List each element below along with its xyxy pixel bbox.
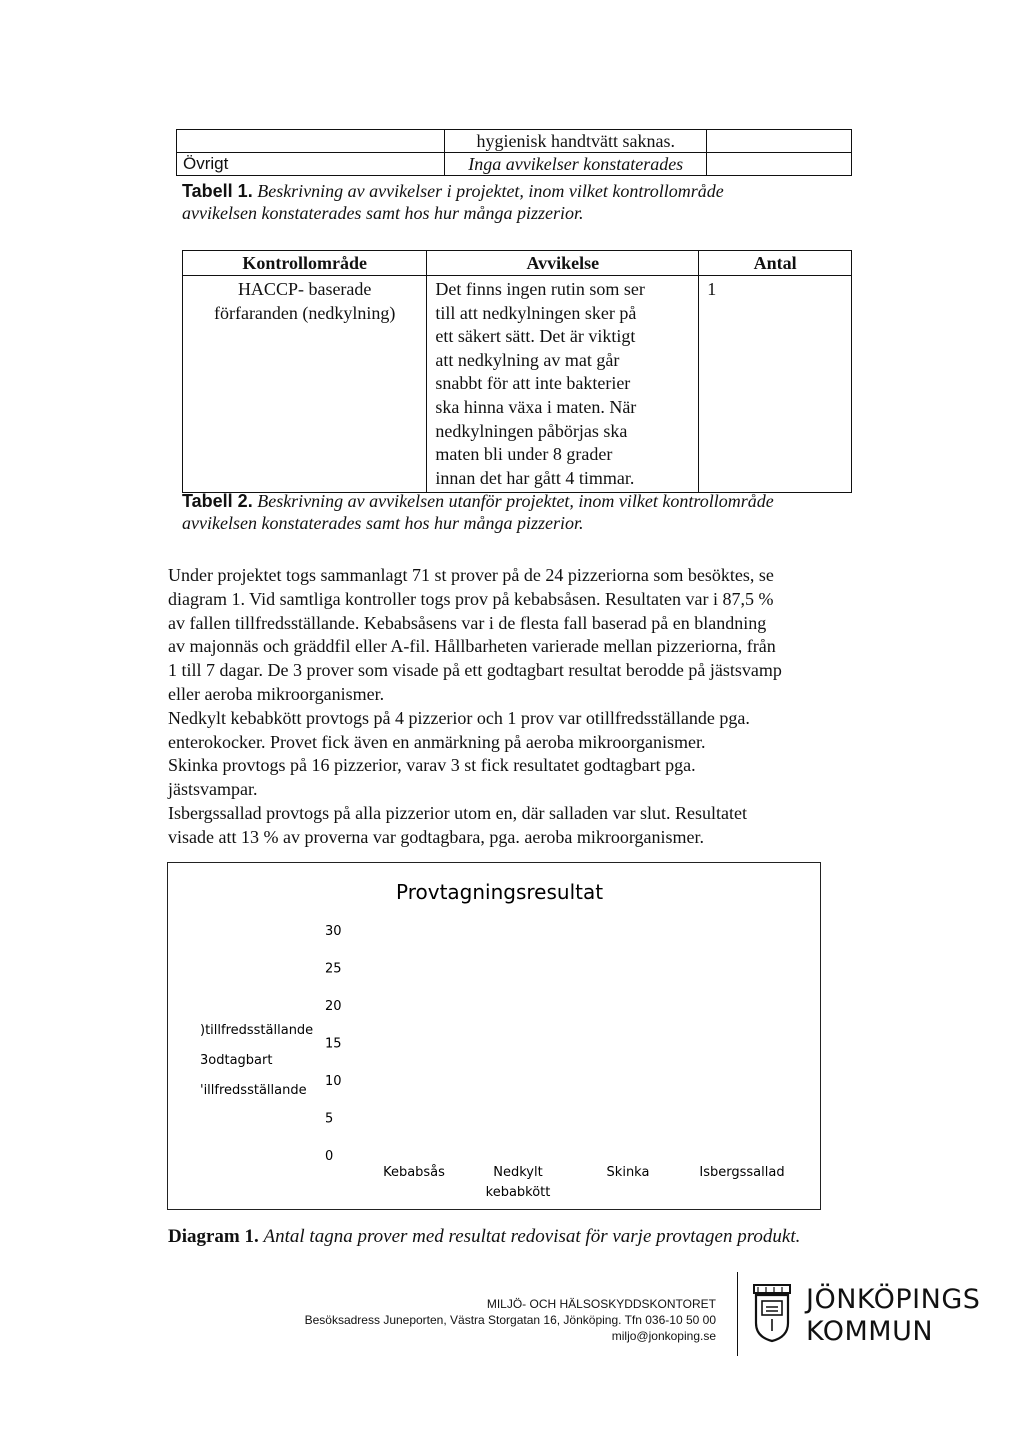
body-line: jästsvampar.	[168, 779, 258, 800]
diagram-caption-text: Antal tagna prover med resultat redovisat för varje provtagen produkt.	[263, 1226, 801, 1247]
body-line: enterokocker. Provet fick även en anmärkning på aeroba mikroorganismer.	[168, 731, 706, 752]
caption-text: Beskrivning av avvikelser i projektet, inom vilket kontrollområde	[257, 181, 724, 201]
logo-line: JÖNKÖPINGS	[806, 1284, 981, 1315]
results-chart	[167, 862, 821, 1210]
chart-canvas	[168, 863, 820, 1209]
deviation-line: maten bli under 8 grader	[435, 444, 613, 465]
body-text	[168, 564, 888, 850]
y-tick-label: 5	[325, 1111, 334, 1127]
table-2-caption	[182, 490, 882, 534]
body-line: Skinka provtogs på 16 pizzerior, varav 3 st fick resultatet godtagbart pga.	[168, 755, 696, 776]
logo-line: KOMMUN	[806, 1316, 934, 1347]
table-row	[183, 276, 852, 493]
table-1	[176, 129, 852, 176]
deviation-line: Det finns ingen rutin som ser	[435, 279, 645, 299]
deviation-line: till att nedkylningen sker på	[435, 302, 637, 323]
body-line: visade att 13 % av proverna var godtagbara, pga. aeroba mikroorganismer.	[168, 826, 704, 847]
column-header: Antal	[699, 251, 852, 276]
table-cell: Övrigt	[177, 153, 445, 176]
deviation-line: snabbt för att inte bakterier	[435, 373, 631, 394]
y-tick-label: 25	[325, 961, 342, 977]
table-cell: Inga avvikelser konstaterades	[445, 153, 707, 176]
table-cell-count: 1	[699, 276, 852, 493]
body-line: av majonnäs och gräddfil eller A-fil. Hållbarheten varierade mellan pizzeriorna, från	[168, 636, 776, 657]
table-1-caption	[182, 180, 882, 224]
body-line: Under projektet togs sammanlagt 71 st prover på de 24 pizzeriorna som besöktes, se	[168, 565, 774, 585]
table-row	[177, 153, 852, 176]
caption-text: avvikelsen konstaterades samt hos hur många pizzerior.	[182, 513, 584, 533]
municipality-logo	[806, 1284, 980, 1348]
footer-contact	[300, 1296, 716, 1344]
table-cell	[707, 130, 852, 153]
legend-entry: )tillfredsställande	[200, 1023, 314, 1038]
deviation-line: ett säkert sätt. Det är viktigt	[435, 326, 636, 347]
table-cell-area	[183, 276, 427, 493]
caption-label: Tabell 2.	[182, 491, 253, 511]
body-line: Nedkylt kebabkött provtogs på 4 pizzerior och 1 prov var otillfredsställande pga.	[168, 707, 750, 728]
legend-entry: 'illfredsställande	[200, 1083, 307, 1098]
y-tick-label: 10	[325, 1074, 342, 1089]
x-axis-labels	[383, 1165, 785, 1200]
x-category-label: Kebabsås	[383, 1165, 445, 1180]
deviation-line: innan det har gått 4 timmar.	[435, 467, 635, 488]
deviation-line: att nedkylning av mat går	[435, 349, 620, 370]
x-category-label: Isbergssallad	[699, 1165, 785, 1180]
column-header: Avvikelse	[427, 251, 699, 276]
body-line: diagram 1. Vid samtliga kontroller togs prov på kebabsåsen. Resultaten var i 87,5 %	[168, 588, 774, 609]
y-axis-ticks	[325, 924, 342, 1164]
table-2	[182, 250, 852, 493]
footer-divider	[737, 1272, 738, 1356]
table-cell	[707, 153, 852, 176]
table-cell: hygienisk handtvätt saknas.	[445, 130, 707, 153]
diagram-caption	[168, 1226, 800, 1248]
x-category-label: Nedkylt	[493, 1165, 543, 1180]
caption-label: Tabell 1.	[182, 181, 253, 201]
area-line: förfaranden (nedkylning)	[213, 302, 396, 323]
body-line: 1 till 7 dagar. De 3 prover som visade på ett godtagbart resultat berodde på jästsvamp	[168, 660, 782, 681]
coat-of-arms-icon	[752, 1283, 792, 1343]
y-tick-label: 0	[325, 1149, 334, 1164]
footer-email: miljo@jonkoping.se	[611, 1329, 716, 1343]
body-line: eller aeroba mikroorganismer.	[168, 683, 385, 704]
y-tick-label: 20	[325, 999, 342, 1014]
column-header: Kontrollområde	[183, 251, 427, 276]
deviation-line: ska hinna växa i maten. När	[435, 396, 637, 417]
footer-address: Besöksadress Juneporten, Västra Storgatan 16, Jönköping. Tfn 036-10 50 00	[304, 1313, 716, 1327]
diagram-caption-label: Diagram 1.	[168, 1226, 259, 1247]
x-category-label: Skinka	[606, 1165, 650, 1180]
y-tick-label: 30	[325, 924, 342, 939]
caption-text: avvikelsen konstaterades samt hos hur många pizzerior.	[182, 203, 584, 223]
body-line: Isbergssallad provtogs på alla pizzerior utom en, där salladen var slut. Resultatet	[168, 802, 747, 823]
chart-title: Provtagningsresultat	[396, 880, 604, 904]
area-line: HACCP- baserade	[237, 279, 372, 299]
table-cell	[177, 130, 445, 153]
caption-text: Beskrivning av avvikelsen utanför projektet, inom vilket kontrollområde	[257, 491, 774, 511]
chart-legend	[200, 1023, 313, 1098]
table-row	[177, 130, 852, 153]
x-category-label: kebabkött	[485, 1185, 551, 1200]
table-header-row	[183, 251, 852, 276]
y-tick-label: 15	[325, 1036, 342, 1052]
deviation-line: nedkylningen påbörjas ska	[435, 420, 628, 441]
footer-office: MILJÖ- OCH HÄLSOSKYDDSKONTORET	[486, 1297, 716, 1311]
body-line: av fallen tillfredsställande. Kebabsåsens var i de flesta fall baserad på en blandning	[168, 612, 767, 633]
table-cell-deviation	[427, 276, 699, 493]
legend-entry: 3odtagbart	[200, 1053, 273, 1068]
